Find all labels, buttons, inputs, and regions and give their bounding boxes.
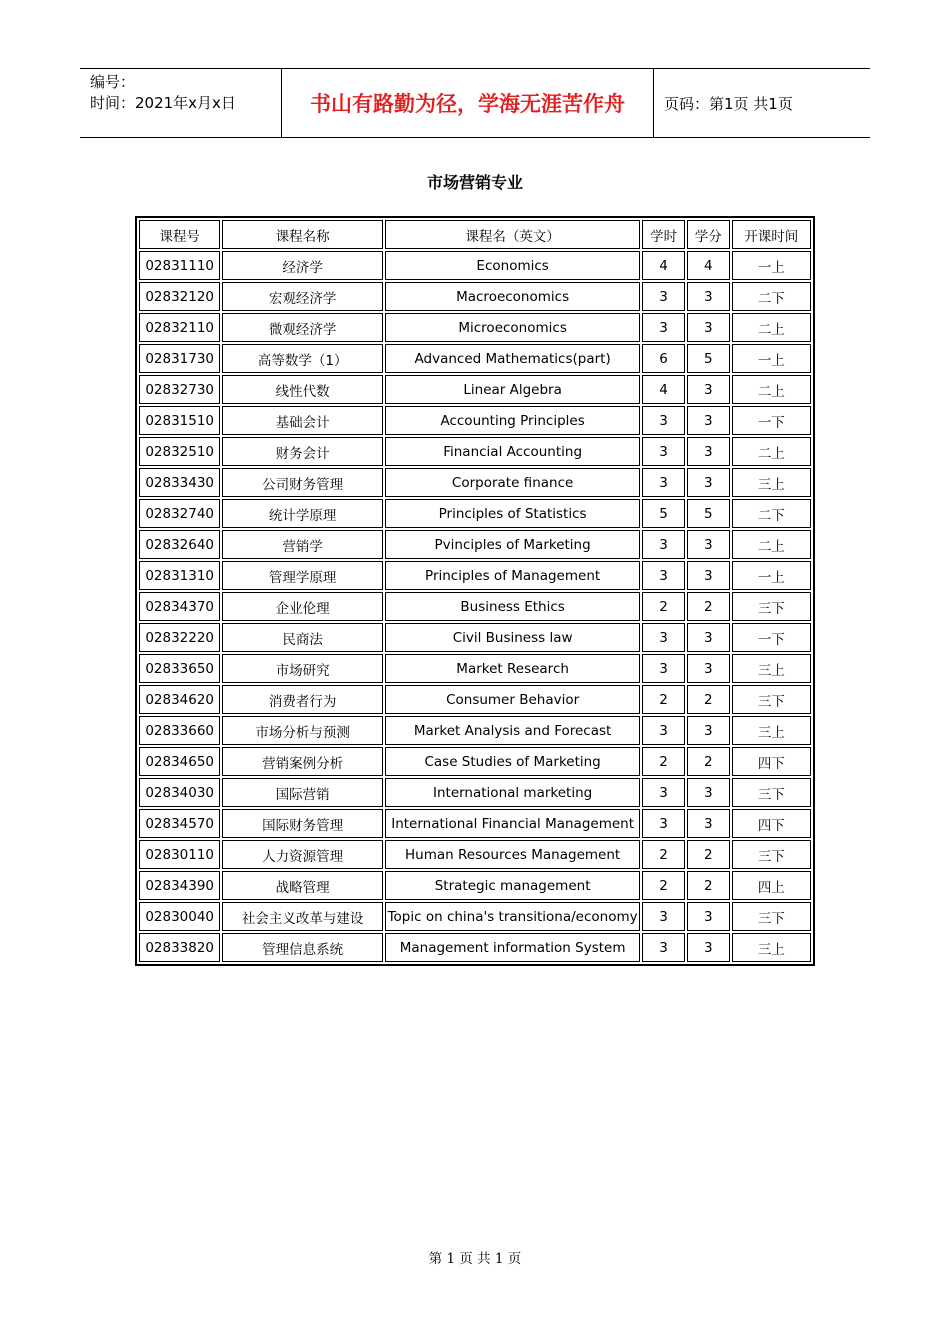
cell-course-name: 经济学 [222,251,383,280]
table-row [139,716,811,745]
cell-hours: 3 [642,623,685,652]
cell-hours: 3 [642,933,685,962]
table-header-row [139,220,811,249]
cell-hours: 3 [642,406,685,435]
cell-hours: 5 [642,499,685,528]
table-row [139,871,811,900]
cell-course-name: 管理学原理 [222,561,383,590]
cell-course-name: 宏观经济学 [222,282,383,311]
cell-credits: 3 [687,530,730,559]
cell-term: 三下 [732,592,811,621]
cell-term: 三上 [732,654,811,683]
cell-credits: 2 [687,840,730,869]
cell-course-name-english: Human Resources Management [385,840,640,869]
table-row [139,778,811,807]
table-row [139,406,811,435]
cell-hours: 3 [642,778,685,807]
cell-credits: 2 [687,685,730,714]
cell-course-name-english: Topic on china's transitiona/economy [385,902,640,931]
cell-course-name: 市场分析与预测 [222,716,383,745]
cell-course-name-english: Linear Algebra [385,375,640,404]
cell-hours: 2 [642,747,685,776]
cell-hours: 3 [642,313,685,342]
cell-hours: 3 [642,561,685,590]
cell-hours: 2 [642,685,685,714]
cell-course-name: 微观经济学 [222,313,383,342]
table-row [139,437,811,466]
cell-course-name-english: Financial Accounting [385,437,640,466]
cell-hours: 4 [642,251,685,280]
cell-course-name-english: Civil Business law [385,623,640,652]
cell-term: 一上 [732,344,811,373]
cell-hours: 3 [642,902,685,931]
cell-course-name: 消费者行为 [222,685,383,714]
table-row [139,592,811,621]
cell-hours: 3 [642,809,685,838]
cell-course-code: 02830110 [139,840,220,869]
table-row [139,468,811,497]
cell-course-code: 02834570 [139,809,220,838]
table-row [139,251,811,280]
cell-course-code: 02834030 [139,778,220,807]
table-row [139,530,811,559]
cell-credits: 3 [687,282,730,311]
cell-course-name: 人力资源管理 [222,840,383,869]
cell-term: 三上 [732,716,811,745]
cell-hours: 2 [642,871,685,900]
table-row [139,561,811,590]
cell-course-name-english: Business Ethics [385,592,640,621]
cell-term: 二上 [732,530,811,559]
cell-course-name: 战略管理 [222,871,383,900]
cell-course-name-english: Principles of Statistics [385,499,640,528]
cell-course-code: 02833660 [139,716,220,745]
cell-credits: 3 [687,437,730,466]
cell-term: 一上 [732,561,811,590]
cell-credits: 3 [687,468,730,497]
cell-course-name-english: Advanced Mathematics(part) [385,344,640,373]
cell-course-code: 02834650 [139,747,220,776]
cell-course-code: 02834370 [139,592,220,621]
table-row [139,499,811,528]
cell-hours: 2 [642,592,685,621]
cell-credits: 3 [687,313,730,342]
cell-course-name-english: Principles of Management [385,561,640,590]
cell-term: 三下 [732,685,811,714]
cell-term: 二上 [732,375,811,404]
cell-course-code: 02832640 [139,530,220,559]
cell-credits: 5 [687,344,730,373]
cell-term: 四下 [732,747,811,776]
cell-credits: 3 [687,561,730,590]
table-row [139,654,811,683]
cell-hours: 4 [642,375,685,404]
cell-term: 三下 [732,902,811,931]
cell-course-code: 02833430 [139,468,220,497]
cell-course-code: 02834620 [139,685,220,714]
cell-course-code: 02832120 [139,282,220,311]
header-motto: 书山有路勤为径，学海无涯苦作舟 [281,69,654,137]
cell-course-name-english: Market Analysis and Forecast [385,716,640,745]
cell-course-name: 营销案例分析 [222,747,383,776]
document-number-label: 编号： [90,73,136,91]
cell-term: 四下 [732,809,811,838]
cell-course-name: 营销学 [222,530,383,559]
cell-course-name: 管理信息系统 [222,933,383,962]
cell-course-name: 基础会计 [222,406,383,435]
cell-term: 二下 [732,282,811,311]
cell-credits: 3 [687,716,730,745]
cell-course-code: 02832740 [139,499,220,528]
cell-credits: 4 [687,251,730,280]
cell-course-name: 国际营销 [222,778,383,807]
cell-term: 二上 [732,313,811,342]
cell-hours: 3 [642,716,685,745]
table-row [139,282,811,311]
header-term: 开课时间 [732,220,811,249]
table-row [139,344,811,373]
cell-term: 三上 [732,468,811,497]
cell-course-name-english: International marketing [385,778,640,807]
header-course-name-english: 课程名（英文） [385,220,640,249]
cell-term: 三上 [732,933,811,962]
page-header [80,68,870,138]
document-date-label: 时间：2021年x月x日 [90,94,236,112]
cell-course-code: 02833820 [139,933,220,962]
cell-course-name: 统计学原理 [222,499,383,528]
cell-term: 一下 [732,623,811,652]
cell-course-code: 02831510 [139,406,220,435]
cell-term: 二下 [732,499,811,528]
cell-credits: 2 [687,871,730,900]
cell-course-name-english: Case Studies of Marketing [385,747,640,776]
cell-course-code: 02832730 [139,375,220,404]
cell-term: 一上 [732,251,811,280]
table-row [139,313,811,342]
header-course-name: 课程名称 [222,220,383,249]
cell-course-code: 02830040 [139,902,220,931]
page-footer: 第 1 页 共 1 页 [428,1251,522,1267]
cell-credits: 3 [687,902,730,931]
cell-hours: 3 [642,282,685,311]
table-row [139,747,811,776]
cell-course-name-english: Economics [385,251,640,280]
cell-course-name-english: Management information System [385,933,640,962]
table-row [139,902,811,931]
cell-term: 三下 [732,778,811,807]
cell-course-name: 公司财务管理 [222,468,383,497]
header-course-code: 课程号 [139,220,220,249]
cell-hours: 3 [642,468,685,497]
cell-credits: 3 [687,809,730,838]
cell-hours: 3 [642,530,685,559]
cell-course-code: 02831310 [139,561,220,590]
header-credits: 学分 [687,220,730,249]
cell-hours: 3 [642,437,685,466]
cell-course-name: 市场研究 [222,654,383,683]
header-meta [80,69,281,137]
cell-course-name-english: Accounting Principles [385,406,640,435]
cell-course-name-english: Pvinciples of Marketing [385,530,640,559]
cell-term: 四上 [732,871,811,900]
cell-course-name-english: Macroeconomics [385,282,640,311]
cell-course-name-english: International Financial Management [385,809,640,838]
cell-credits: 2 [687,747,730,776]
cell-course-name: 社会主义改革与建设 [222,902,383,931]
cell-credits: 3 [687,406,730,435]
header-page-label: 页码：第1页 共1页 [664,94,793,113]
cell-course-code: 02832110 [139,313,220,342]
cell-course-name-english: Strategic management [385,871,640,900]
course-table-frame [135,216,815,966]
table-row [139,933,811,962]
table-row [139,375,811,404]
cell-course-code: 02834390 [139,871,220,900]
cell-course-name: 财务会计 [222,437,383,466]
cell-course-name: 民商法 [222,623,383,652]
cell-course-name-english: Market Research [385,654,640,683]
table-row [139,809,811,838]
cell-course-name-english: Consumer Behavior [385,685,640,714]
cell-course-code: 02831110 [139,251,220,280]
cell-credits: 2 [687,592,730,621]
cell-course-name: 线性代数 [222,375,383,404]
cell-credits: 3 [687,778,730,807]
cell-course-code: 02831730 [139,344,220,373]
cell-credits: 3 [687,623,730,652]
header-hours: 学时 [642,220,685,249]
cell-hours: 2 [642,840,685,869]
table-row [139,623,811,652]
cell-credits: 3 [687,933,730,962]
cell-hours: 3 [642,654,685,683]
cell-term: 二上 [732,437,811,466]
cell-hours: 6 [642,344,685,373]
cell-course-name: 企业伦理 [222,592,383,621]
cell-course-code: 02833650 [139,654,220,683]
cell-term: 三下 [732,840,811,869]
document-title: 市场营销专业 [426,173,523,192]
table-body [139,251,811,962]
table-row [139,840,811,869]
cell-term: 一下 [732,406,811,435]
cell-course-name-english: Corporate finance [385,468,640,497]
cell-credits: 3 [687,654,730,683]
cell-course-name-english: Microeconomics [385,313,640,342]
cell-course-code: 02832220 [139,623,220,652]
cell-credits: 5 [687,499,730,528]
cell-course-name: 高等数学（1） [222,344,383,373]
table-row [139,685,811,714]
cell-course-name: 国际财务管理 [222,809,383,838]
cell-credits: 3 [687,375,730,404]
cell-course-code: 02832510 [139,437,220,466]
course-table [137,218,813,964]
